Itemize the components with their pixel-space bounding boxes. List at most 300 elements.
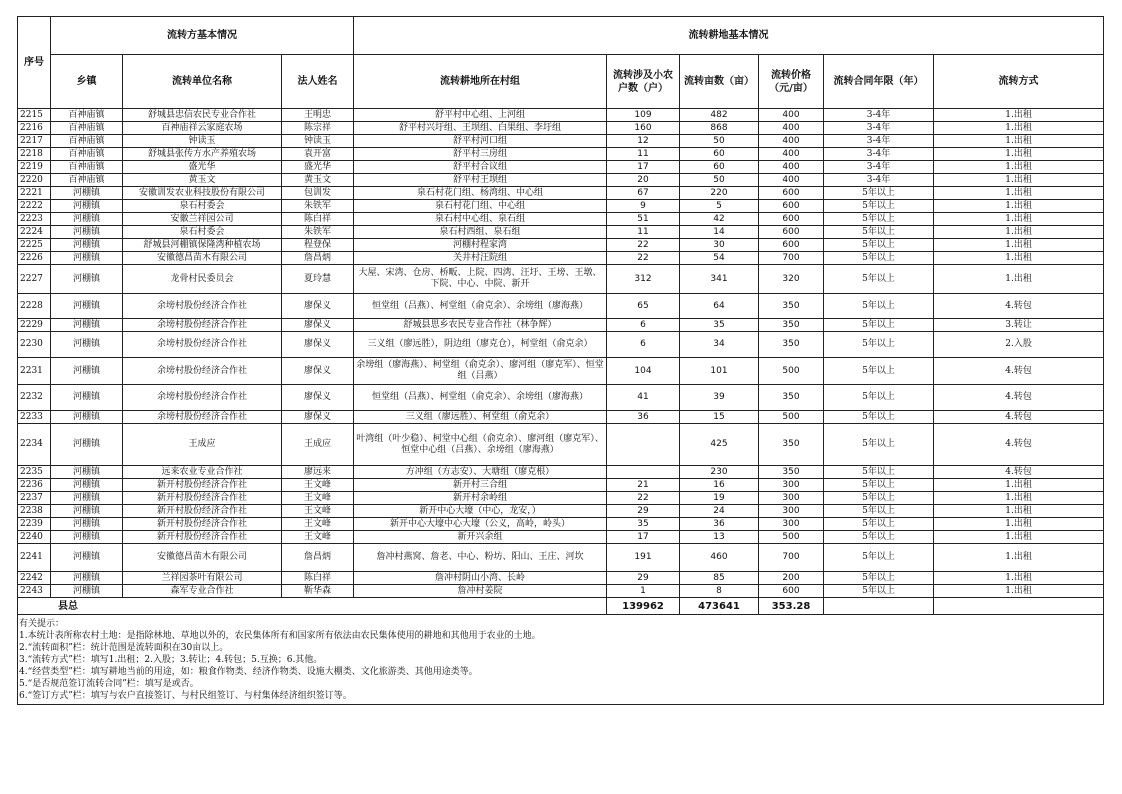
row-seq: 2229 bbox=[18, 319, 51, 332]
row-seq: 2223 bbox=[18, 213, 51, 226]
row-seq: 2236 bbox=[18, 479, 51, 492]
row-seq: 2230 bbox=[18, 332, 51, 358]
row-seq: 2225 bbox=[18, 239, 51, 252]
row-transfer-mode: 1.出租 bbox=[934, 109, 1104, 122]
note-line: 5.“是否规范签订流转合同”栏：填写是或否。 bbox=[19, 679, 199, 689]
total-row bbox=[18, 598, 1104, 615]
row-unit-name: 余塝村股份经济合作社 bbox=[123, 411, 282, 424]
row-legal-person: 廖保义 bbox=[282, 358, 354, 385]
row-town: 河棚镇 bbox=[51, 411, 123, 424]
row-legal-person: 王文峰 bbox=[282, 492, 354, 505]
row-households: 1 bbox=[607, 585, 680, 598]
table-row bbox=[18, 294, 1104, 319]
row-mu: 425 bbox=[680, 424, 759, 466]
row-town: 河棚镇 bbox=[51, 319, 123, 332]
row-unit-name: 安徽训发农业科技股份有限公司 bbox=[123, 187, 282, 200]
table-row bbox=[18, 187, 1104, 200]
row-transfer-mode: 4.转包 bbox=[934, 385, 1104, 411]
row-contract-years: 5年以上 bbox=[824, 411, 934, 424]
row-unit-name: 余塝村股份经济合作社 bbox=[123, 358, 282, 385]
row-contract-years: 3-4年 bbox=[824, 174, 934, 187]
row-households bbox=[607, 424, 680, 466]
row-village-group: 方冲组（方志安）、大塘组（廖克根） bbox=[354, 466, 607, 479]
row-town: 河棚镇 bbox=[51, 466, 123, 479]
row-contract-years: 3-4年 bbox=[824, 161, 934, 174]
row-seq: 2218 bbox=[18, 148, 51, 161]
header-transfer-mode: 流转方式 bbox=[934, 55, 1104, 109]
row-contract-years: 5年以上 bbox=[824, 385, 934, 411]
row-households: 21 bbox=[607, 479, 680, 492]
row-transfer-mode: 4.转包 bbox=[934, 358, 1104, 385]
row-legal-person: 王成应 bbox=[282, 424, 354, 466]
row-town: 河棚镇 bbox=[51, 265, 123, 294]
row-transfer-mode: 1.出租 bbox=[934, 200, 1104, 213]
row-legal-person: 詹昌炳 bbox=[282, 544, 354, 572]
row-town: 河棚镇 bbox=[51, 479, 123, 492]
row-village-group: 关井村汪院组 bbox=[354, 252, 607, 265]
row-transfer-mode: 2.入股 bbox=[934, 332, 1104, 358]
row-town: 河棚镇 bbox=[51, 213, 123, 226]
table-row bbox=[18, 174, 1104, 187]
row-mu: 34 bbox=[680, 332, 759, 358]
row-unit-name: 百神庙祥云家庭农场 bbox=[123, 122, 282, 135]
row-seq: 2228 bbox=[18, 294, 51, 319]
row-mu: 42 bbox=[680, 213, 759, 226]
row-households: 17 bbox=[607, 531, 680, 544]
row-price: 600 bbox=[759, 200, 824, 213]
row-unit-name: 远来农业专业合作社 bbox=[123, 466, 282, 479]
table-row bbox=[18, 505, 1104, 518]
row-town: 百神庙镇 bbox=[51, 109, 123, 122]
row-transfer-mode: 1.出租 bbox=[934, 492, 1104, 505]
total-mu: 473641 bbox=[680, 598, 759, 615]
row-mu: 60 bbox=[680, 148, 759, 161]
row-contract-years: 5年以上 bbox=[824, 252, 934, 265]
row-price: 600 bbox=[759, 239, 824, 252]
row-transfer-mode: 1.出租 bbox=[934, 505, 1104, 518]
row-contract-years: 3-4年 bbox=[824, 122, 934, 135]
table-row bbox=[18, 479, 1104, 492]
row-contract-years: 5年以上 bbox=[824, 518, 934, 531]
table-row bbox=[18, 109, 1104, 122]
row-contract-years: 5年以上 bbox=[824, 572, 934, 585]
row-seq: 2240 bbox=[18, 531, 51, 544]
row-contract-years: 5年以上 bbox=[824, 319, 934, 332]
table-body bbox=[18, 109, 1104, 598]
row-unit-name: 余塝村股份经济合作社 bbox=[123, 385, 282, 411]
table-row bbox=[18, 122, 1104, 135]
row-town: 河棚镇 bbox=[51, 358, 123, 385]
row-unit-name: 新开村股份经济合作社 bbox=[123, 518, 282, 531]
row-households: 12 bbox=[607, 135, 680, 148]
row-legal-person: 王文峰 bbox=[282, 479, 354, 492]
note-line: 3.“流转方式”栏：填写1.出租；2.入股；3.转让；4.转包；5.互换；6.其他。 bbox=[19, 655, 323, 665]
row-unit-name: 新开村股份经济合作社 bbox=[123, 492, 282, 505]
row-price: 500 bbox=[759, 358, 824, 385]
row-seq: 2219 bbox=[18, 161, 51, 174]
row-households: 17 bbox=[607, 161, 680, 174]
row-seq: 2217 bbox=[18, 135, 51, 148]
row-transfer-mode: 1.出租 bbox=[934, 479, 1104, 492]
table-row bbox=[18, 135, 1104, 148]
row-legal-person: 廖保义 bbox=[282, 319, 354, 332]
row-town: 河棚镇 bbox=[51, 544, 123, 572]
table-row bbox=[18, 161, 1104, 174]
table-row bbox=[18, 148, 1104, 161]
header-legal-person: 法人姓名 bbox=[282, 55, 354, 109]
row-mu: 60 bbox=[680, 161, 759, 174]
table-row bbox=[18, 518, 1104, 531]
row-price: 600 bbox=[759, 187, 824, 200]
row-transfer-mode: 1.出租 bbox=[934, 239, 1104, 252]
row-transfer-mode: 1.出租 bbox=[934, 265, 1104, 294]
row-village-group: 三义组（廖远胜）、柯堂组（俞克余） bbox=[354, 411, 607, 424]
row-unit-name: 舒城县河棚镇保隆湾种植农场 bbox=[123, 239, 282, 252]
row-village-group: 詹冲村燕窝、詹老、中心、粉坊、阳山、王庄、河坎 bbox=[354, 544, 607, 572]
row-mu: 39 bbox=[680, 385, 759, 411]
row-mu: 482 bbox=[680, 109, 759, 122]
row-mu: 868 bbox=[680, 122, 759, 135]
row-unit-name: 余塝村股份经济合作社 bbox=[123, 294, 282, 319]
row-unit-name: 舒城县忠信农民专业合作社 bbox=[123, 109, 282, 122]
row-unit-name: 安徽兰祥园公司 bbox=[123, 213, 282, 226]
row-legal-person: 靳华森 bbox=[282, 585, 354, 598]
row-unit-name: 森军专业合作社 bbox=[123, 585, 282, 598]
table-row bbox=[18, 226, 1104, 239]
row-price: 350 bbox=[759, 424, 824, 466]
row-town: 河棚镇 bbox=[51, 200, 123, 213]
row-mu: 16 bbox=[680, 479, 759, 492]
row-contract-years: 5年以上 bbox=[824, 187, 934, 200]
row-legal-person: 陈白祥 bbox=[282, 572, 354, 585]
row-town: 河棚镇 bbox=[51, 518, 123, 531]
header-mu: 流转亩数（亩） bbox=[680, 55, 759, 109]
row-seq: 2241 bbox=[18, 544, 51, 572]
row-seq: 2220 bbox=[18, 174, 51, 187]
table-row bbox=[18, 572, 1104, 585]
row-households: 6 bbox=[607, 319, 680, 332]
row-village-group: 大屋、宋湾、仓房、桥畈、上院、四湾、汪圩、王塝、王墩、下院、中心、中院、新开 bbox=[354, 265, 607, 294]
row-households: 109 bbox=[607, 109, 680, 122]
table-row bbox=[18, 358, 1104, 385]
row-households: 67 bbox=[607, 187, 680, 200]
row-price: 500 bbox=[759, 531, 824, 544]
table-row bbox=[18, 544, 1104, 572]
row-households: 20 bbox=[607, 174, 680, 187]
row-legal-person: 王明忠 bbox=[282, 109, 354, 122]
row-price: 300 bbox=[759, 518, 824, 531]
row-households: 29 bbox=[607, 505, 680, 518]
row-legal-person: 廖保义 bbox=[282, 332, 354, 358]
row-unit-name: 黄玉文 bbox=[123, 174, 282, 187]
row-households: 22 bbox=[607, 239, 680, 252]
row-unit-name: 王成应 bbox=[123, 424, 282, 466]
land-transfer-sheet bbox=[17, 16, 1103, 705]
row-village-group: 泉石村花门组、杨湾组、中心组 bbox=[354, 187, 607, 200]
table-row bbox=[18, 585, 1104, 598]
row-price: 400 bbox=[759, 148, 824, 161]
row-households: 104 bbox=[607, 358, 680, 385]
header-town: 乡镇 bbox=[51, 55, 123, 109]
total-price: 353.28 bbox=[759, 598, 824, 615]
row-village-group: 泉石村花门组、中心组 bbox=[354, 200, 607, 213]
row-seq: 2226 bbox=[18, 252, 51, 265]
row-mu: 85 bbox=[680, 572, 759, 585]
total-years bbox=[824, 598, 934, 615]
row-legal-person: 朱铁军 bbox=[282, 226, 354, 239]
row-village-group: 舒平村中心组、上河组 bbox=[354, 109, 607, 122]
table-row bbox=[18, 265, 1104, 294]
row-price: 600 bbox=[759, 213, 824, 226]
row-price: 200 bbox=[759, 572, 824, 585]
table-row bbox=[18, 411, 1104, 424]
row-town: 河棚镇 bbox=[51, 585, 123, 598]
row-households: 160 bbox=[607, 122, 680, 135]
row-price: 500 bbox=[759, 411, 824, 424]
row-legal-person: 黄玉文 bbox=[282, 174, 354, 187]
row-transfer-mode: 4.转包 bbox=[934, 411, 1104, 424]
row-village-group: 舒平村三房组 bbox=[354, 148, 607, 161]
row-seq: 2227 bbox=[18, 265, 51, 294]
row-seq: 2243 bbox=[18, 585, 51, 598]
row-price: 300 bbox=[759, 492, 824, 505]
row-seq: 2215 bbox=[18, 109, 51, 122]
row-mu: 50 bbox=[680, 174, 759, 187]
row-unit-name: 安徽德昌苗木有限公司 bbox=[123, 544, 282, 572]
row-unit-name: 新开村股份经济合作社 bbox=[123, 505, 282, 518]
row-town: 百神庙镇 bbox=[51, 161, 123, 174]
row-households: 6 bbox=[607, 332, 680, 358]
row-transfer-mode: 1.出租 bbox=[934, 135, 1104, 148]
row-mu: 14 bbox=[680, 226, 759, 239]
table-row bbox=[18, 239, 1104, 252]
note-line: 1.本统计表所称农村土地：是指除林地、草地以外的，农民集体所有和国家所有依法由农民集体使用的耕地和其他用于农业的土地。 bbox=[19, 631, 541, 641]
row-transfer-mode: 1.出租 bbox=[934, 187, 1104, 200]
total-households: 139962 bbox=[607, 598, 680, 615]
row-town: 河棚镇 bbox=[51, 424, 123, 466]
row-mu: 101 bbox=[680, 358, 759, 385]
header-contract-years: 流转合同年限（年） bbox=[824, 55, 934, 109]
row-price: 400 bbox=[759, 109, 824, 122]
row-legal-person: 朱铁军 bbox=[282, 200, 354, 213]
row-village-group: 舒平村合议组 bbox=[354, 161, 607, 174]
table-row bbox=[18, 319, 1104, 332]
row-village-group: 舒平村兴圩组、王坝组、白果组、李圩组 bbox=[354, 122, 607, 135]
row-seq: 2224 bbox=[18, 226, 51, 239]
row-village-group: 舒平村河口组 bbox=[354, 135, 607, 148]
row-legal-person: 詹昌炳 bbox=[282, 252, 354, 265]
row-town: 百神庙镇 bbox=[51, 135, 123, 148]
row-households: 36 bbox=[607, 411, 680, 424]
row-mu: 230 bbox=[680, 466, 759, 479]
land-transfer-table bbox=[17, 16, 1104, 615]
table-row bbox=[18, 531, 1104, 544]
row-price: 700 bbox=[759, 544, 824, 572]
header-unit-name: 流转单位名称 bbox=[123, 55, 282, 109]
row-legal-person: 廖远来 bbox=[282, 466, 354, 479]
row-mu: 24 bbox=[680, 505, 759, 518]
row-mu: 35 bbox=[680, 319, 759, 332]
row-price: 320 bbox=[759, 265, 824, 294]
row-mu: 5 bbox=[680, 200, 759, 213]
row-unit-name: 新开村股份经济合作社 bbox=[123, 479, 282, 492]
row-unit-name: 泉石村委会 bbox=[123, 200, 282, 213]
row-contract-years: 5年以上 bbox=[824, 531, 934, 544]
row-town: 河棚镇 bbox=[51, 505, 123, 518]
row-price: 350 bbox=[759, 319, 824, 332]
row-households bbox=[607, 466, 680, 479]
row-town: 百神庙镇 bbox=[51, 148, 123, 161]
row-price: 300 bbox=[759, 479, 824, 492]
row-mu: 30 bbox=[680, 239, 759, 252]
row-households: 35 bbox=[607, 518, 680, 531]
row-transfer-mode: 1.出租 bbox=[934, 585, 1104, 598]
note-line: 6.“签订方式”栏：填写与农户直接签订、与村民组签订、与村集体经济组织签订等。 bbox=[19, 691, 352, 701]
row-mu: 15 bbox=[680, 411, 759, 424]
row-contract-years: 3-4年 bbox=[824, 148, 934, 161]
row-contract-years: 5年以上 bbox=[824, 213, 934, 226]
row-seq: 2238 bbox=[18, 505, 51, 518]
row-transfer-mode: 1.出租 bbox=[934, 226, 1104, 239]
row-legal-person: 廖保义 bbox=[282, 294, 354, 319]
row-unit-name: 泉石村委会 bbox=[123, 226, 282, 239]
row-mu: 220 bbox=[680, 187, 759, 200]
row-households: 11 bbox=[607, 226, 680, 239]
row-seq: 2237 bbox=[18, 492, 51, 505]
note-line: 2.“流转面积”栏：统计范围是流转面积在30亩以上。 bbox=[19, 643, 229, 653]
row-transfer-mode: 1.出租 bbox=[934, 213, 1104, 226]
row-village-group: 詹冲村姜院 bbox=[354, 585, 607, 598]
table-row bbox=[18, 200, 1104, 213]
table-row bbox=[18, 492, 1104, 505]
row-town: 河棚镇 bbox=[51, 226, 123, 239]
row-town: 河棚镇 bbox=[51, 239, 123, 252]
row-transfer-mode: 1.出租 bbox=[934, 252, 1104, 265]
note-line: 4.“经营类型”栏：填写耕地当前的用途，如：粮食作物类、经济作物类、设施大棚类、文化旅游类、其他用途类等。 bbox=[19, 667, 478, 677]
row-unit-name: 安徽德昌苗木有限公司 bbox=[123, 252, 282, 265]
row-households: 312 bbox=[607, 265, 680, 294]
row-village-group: 叶湾组（叶少稳）、柯堂中心组（俞克余）、廖河组（廖克军）、恒堂中心组（吕燕）、余塝组（廖海燕） bbox=[354, 424, 607, 466]
row-village-group: 三义组（廖远胜），阴边组（廖克仓），柯堂组（俞克余） bbox=[354, 332, 607, 358]
row-contract-years: 5年以上 bbox=[824, 479, 934, 492]
row-price: 600 bbox=[759, 585, 824, 598]
row-contract-years: 5年以上 bbox=[824, 358, 934, 385]
row-town: 河棚镇 bbox=[51, 385, 123, 411]
row-transfer-mode: 1.出租 bbox=[934, 531, 1104, 544]
table-row bbox=[18, 332, 1104, 358]
row-price: 400 bbox=[759, 174, 824, 187]
row-households: 191 bbox=[607, 544, 680, 572]
row-price: 300 bbox=[759, 505, 824, 518]
header-households: 流转涉及小农户数（户） bbox=[607, 55, 680, 109]
row-contract-years: 5年以上 bbox=[824, 585, 934, 598]
row-legal-person: 廖保义 bbox=[282, 411, 354, 424]
notes-section bbox=[17, 615, 1104, 705]
row-price: 400 bbox=[759, 161, 824, 174]
row-legal-person: 廖保义 bbox=[282, 385, 354, 411]
row-village-group: 新开兴余组 bbox=[354, 531, 607, 544]
row-transfer-mode: 1.出租 bbox=[934, 518, 1104, 531]
row-households: 9 bbox=[607, 200, 680, 213]
row-price: 350 bbox=[759, 332, 824, 358]
row-legal-person: 包训发 bbox=[282, 187, 354, 200]
row-contract-years: 5年以上 bbox=[824, 265, 934, 294]
row-transfer-mode: 1.出租 bbox=[934, 161, 1104, 174]
row-transfer-mode: 4.转包 bbox=[934, 294, 1104, 319]
row-transfer-mode: 1.出租 bbox=[934, 174, 1104, 187]
row-transfer-mode: 1.出租 bbox=[934, 122, 1104, 135]
row-households: 22 bbox=[607, 492, 680, 505]
row-contract-years: 5年以上 bbox=[824, 332, 934, 358]
notes-title: 有关提示： bbox=[19, 619, 65, 629]
row-seq: 2216 bbox=[18, 122, 51, 135]
row-village-group: 舒城县思乡农民专业合作社（林争辉） bbox=[354, 319, 607, 332]
row-village-group: 恒堂组（吕燕）、柯堂组（俞克余）、余塝组（廖海燕） bbox=[354, 385, 607, 411]
row-legal-person: 夏玲慧 bbox=[282, 265, 354, 294]
row-legal-person: 程登保 bbox=[282, 239, 354, 252]
row-transfer-mode: 1.出租 bbox=[934, 572, 1104, 585]
row-legal-person: 王文峰 bbox=[282, 531, 354, 544]
header-group-farmland: 流转耕地基本情况 bbox=[354, 17, 1104, 55]
row-price: 350 bbox=[759, 466, 824, 479]
row-seq: 2242 bbox=[18, 572, 51, 585]
row-unit-name: 余塝村股份经济合作社 bbox=[123, 319, 282, 332]
row-village-group: 新开中心大壕（中心，龙安，） bbox=[354, 505, 607, 518]
table-row bbox=[18, 424, 1104, 466]
row-seq: 2233 bbox=[18, 411, 51, 424]
row-town: 河棚镇 bbox=[51, 294, 123, 319]
table-row bbox=[18, 252, 1104, 265]
row-households: 11 bbox=[607, 148, 680, 161]
row-town: 河棚镇 bbox=[51, 252, 123, 265]
row-contract-years: 5年以上 bbox=[824, 424, 934, 466]
row-contract-years: 5年以上 bbox=[824, 492, 934, 505]
row-legal-person: 王文峰 bbox=[282, 518, 354, 531]
row-mu: 13 bbox=[680, 531, 759, 544]
table-row bbox=[18, 385, 1104, 411]
row-town: 河棚镇 bbox=[51, 531, 123, 544]
row-transfer-mode: 1.出租 bbox=[934, 544, 1104, 572]
row-mu: 50 bbox=[680, 135, 759, 148]
row-village-group: 新开村余岭组 bbox=[354, 492, 607, 505]
row-transfer-mode: 4.转包 bbox=[934, 424, 1104, 466]
row-village-group: 泉石村西组、泉石组 bbox=[354, 226, 607, 239]
row-households: 22 bbox=[607, 252, 680, 265]
table-row bbox=[18, 466, 1104, 479]
row-unit-name: 余塝村股份经济合作社 bbox=[123, 332, 282, 358]
row-mu: 36 bbox=[680, 518, 759, 531]
row-seq: 2221 bbox=[18, 187, 51, 200]
row-mu: 54 bbox=[680, 252, 759, 265]
row-price: 350 bbox=[759, 294, 824, 319]
row-mu: 19 bbox=[680, 492, 759, 505]
row-legal-person: 陈宗祥 bbox=[282, 122, 354, 135]
row-households: 65 bbox=[607, 294, 680, 319]
row-mu: 341 bbox=[680, 265, 759, 294]
row-price: 400 bbox=[759, 135, 824, 148]
row-contract-years: 5年以上 bbox=[824, 294, 934, 319]
row-town: 百神庙镇 bbox=[51, 122, 123, 135]
header-price: 流转价格（元/亩） bbox=[759, 55, 824, 109]
row-legal-person: 袁开富 bbox=[282, 148, 354, 161]
row-town: 河棚镇 bbox=[51, 332, 123, 358]
row-mu: 460 bbox=[680, 544, 759, 572]
row-price: 400 bbox=[759, 122, 824, 135]
row-seq: 2222 bbox=[18, 200, 51, 213]
row-transfer-mode: 1.出租 bbox=[934, 148, 1104, 161]
total-label: 县总 bbox=[18, 598, 607, 615]
row-legal-person: 王文峰 bbox=[282, 505, 354, 518]
